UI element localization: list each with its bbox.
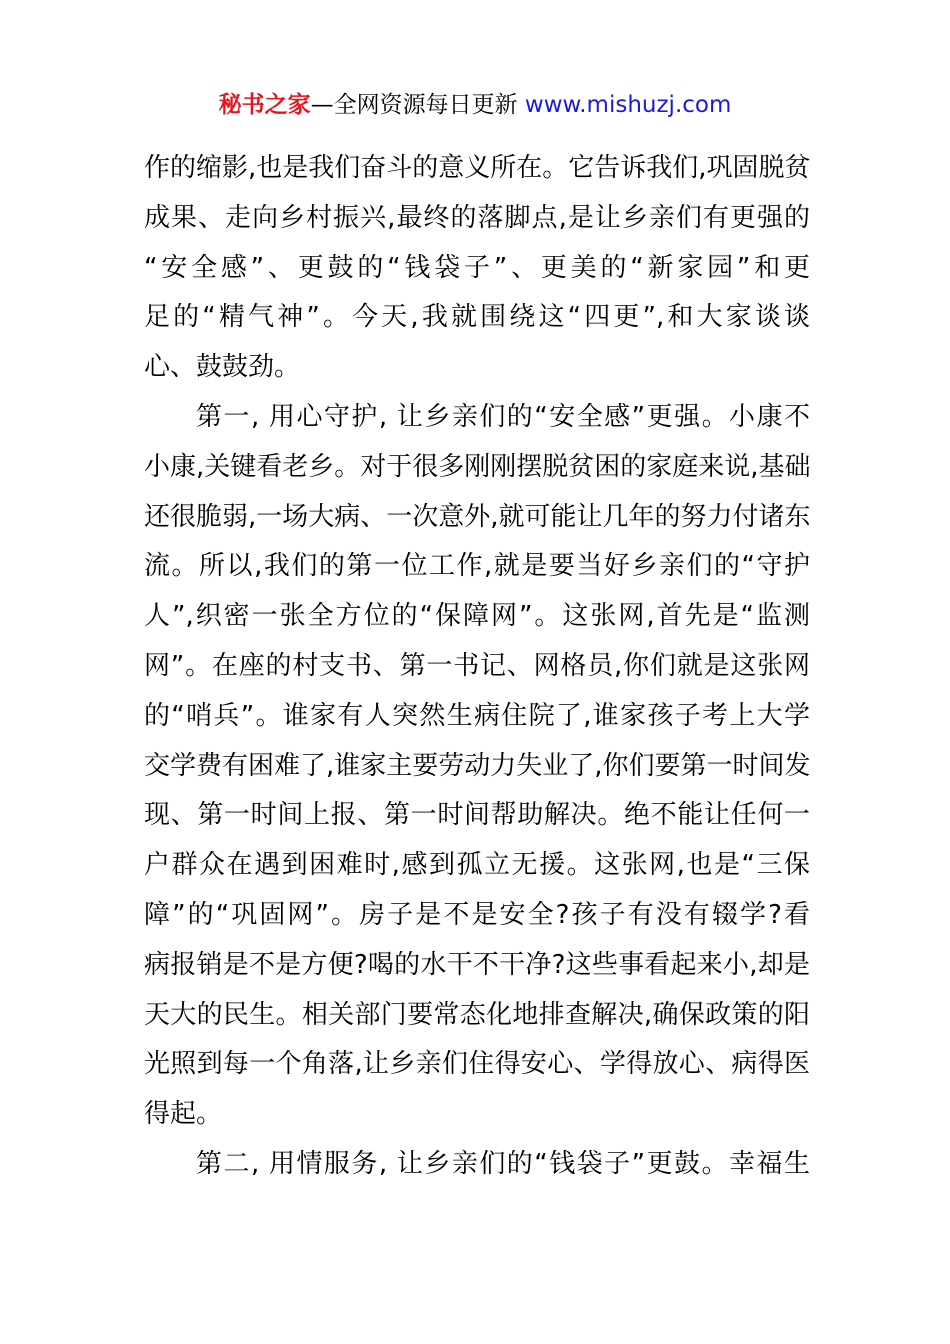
text-line: “安全感”、更鼓的“钱袋子”、更美的“新家园”和更 [144,252,810,283]
text-line: 现、第一时间上报、第一时间帮助解决。绝不能让任何一 [144,800,810,831]
text-line: 病报销是不是方便?喝的水干不干净?这些事看起来小,却是 [144,949,810,980]
text-line: 小康,关键看老乡。对于很多刚刚摆脱贫困的家庭来说,基础 [144,451,811,482]
text-line: 流。所以,我们的第一位工作,就是要当好乡亲们的“守护 [144,551,810,582]
text-line: 心、鼓鼓劲。 [144,352,301,383]
text-line: 交学费有困难了,谁家主要劳动力失业了,你们要第一时间发 [144,750,811,781]
text-line: 网”。在座的村支书、第一书记、网格员,你们就是这张网 [144,650,810,681]
text-line: 户群众在遇到困难时,感到孤立无援。这张网,也是“三保 [144,850,810,881]
text-line: 第一, 用心守护, 让乡亲们的“安全感”更强。小康不 [196,401,810,432]
text-line: 得起。 [144,1099,223,1130]
document-body [144,144,810,1190]
text-line: 天大的民生。相关部门要常态化地排查解决,确保政策的阳 [144,999,810,1030]
text-line: 成果、走向乡村振兴,最终的落脚点,是让乡亲们有更强的 [144,202,810,233]
text-line: 作的缩影,也是我们奋斗的意义所在。它告诉我们,巩固脱贫 [144,153,811,183]
text-line: 光照到每一个角落,让乡亲们住得安心、学得放心、病得医 [144,1049,810,1080]
brand-name: 秘书之家 [218,92,311,118]
text-line: 的“哨兵”。谁家有人突然生病住院了,谁家孩子考上大学 [144,700,810,731]
header-url: www.mishuzj.com [524,92,732,118]
text-line: 障”的“巩固网”。房子是不是安全?孩子有没有辍学?看 [144,899,810,930]
text-line: 第二, 用情服务, 让乡亲们的“钱袋子”更鼓。幸福生 [196,1148,810,1179]
page-header [0,88,950,122]
text-line: 足的“精气神”。今天,我就围绕这“四更”,和大家谈谈 [144,302,810,333]
text-line: 人”,织密一张全方位的“保障网”。这张网,首先是“监测 [144,601,810,632]
header-slogan: —全网资源每日更新 [310,92,525,118]
text-line: 还很脆弱,一场大病、一次意外,就可能让几年的努力付诸东 [144,501,811,532]
